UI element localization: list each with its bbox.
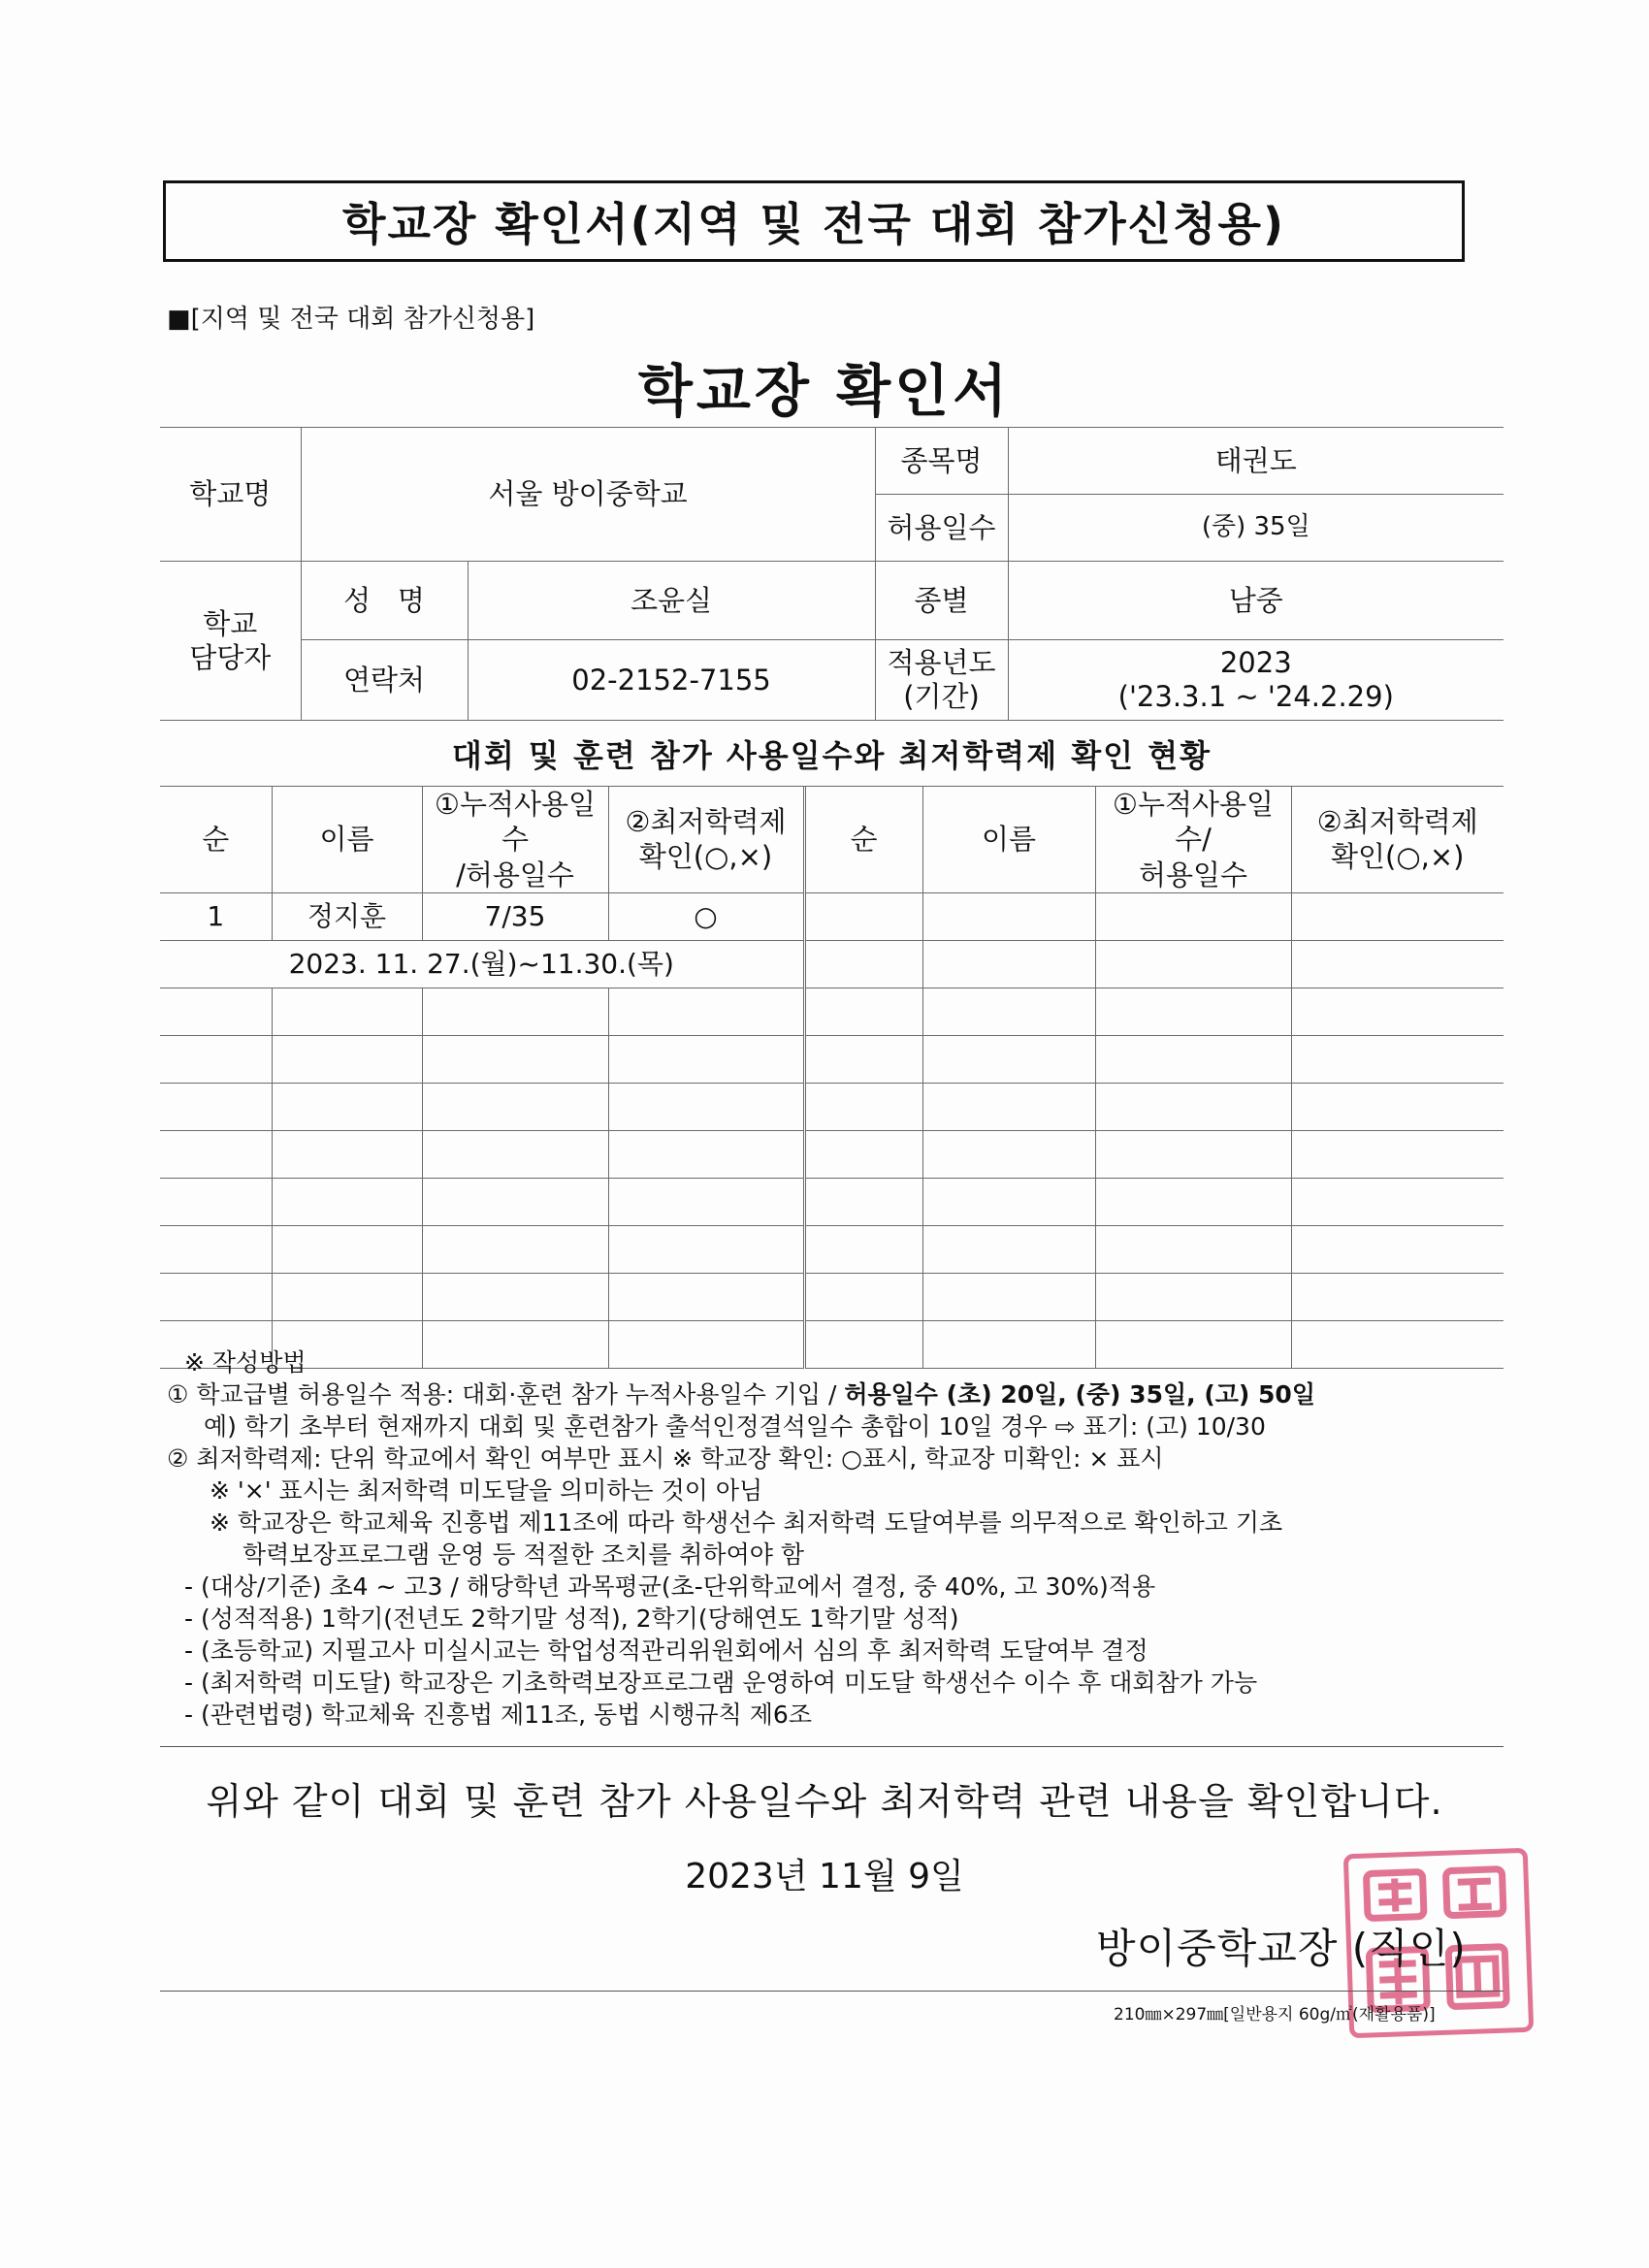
note-2c: 학력보장프로그램 운영 등 적절한 조치를 취하여야 함 xyxy=(242,1540,804,1569)
detail-5: - (관련법령) 학교체육 진흥법 제11조, 동법 시행규칙 제6조 xyxy=(184,1701,812,1729)
header-check: ②최저학력제 확인(○,×) xyxy=(608,787,804,893)
table-row xyxy=(160,1035,1504,1083)
detail-2: - (성적적용) 1학기(전년도 2학기말 성적), 2학기(당해연도 1학기말 성적) xyxy=(184,1604,959,1633)
table-row xyxy=(160,988,1504,1035)
detail-3: - (초등학교) 지필고사 미실시교는 학업성적관리위원회에서 심의 후 최저학력 도달여부 결정 xyxy=(184,1636,1148,1665)
note-2a: ※ '×' 표시는 최저학력 미도달을 의미하는 것이 아님 xyxy=(210,1476,763,1505)
header-days: ①누적사용일수 /허용일수 xyxy=(422,787,608,893)
row1-check: ○ xyxy=(608,892,804,940)
detail-1: - (대상/기준) 초4 ~ 고3 / 해당학년 과목평균(초-단위학교에서 결정, 중 40%, 고 30%)적용 xyxy=(184,1572,1156,1601)
note-2: ② 최저학력제: 단위 학교에서 확인 여부만 표시 ※ 학교장 확인: ○표시, 학교장 미확인: × 표시 xyxy=(167,1444,1164,1473)
header-name: 이름 xyxy=(272,787,422,893)
section-title: 대회 및 훈련 참가 사용일수와 최저학력제 확인 현황 xyxy=(160,722,1504,787)
table-row xyxy=(160,1130,1504,1178)
form-type-tag: ■[지역 및 전국 대회 참가신청용] xyxy=(167,305,535,334)
contact-value: 02-2152-7155 xyxy=(468,640,875,721)
allowed-days-label: 허용일수 xyxy=(875,495,1008,562)
instructions xyxy=(167,1346,1505,1731)
confirmation-statement: 위와 같이 대회 및 훈련 참가 사용일수와 최저학력 관련 내용을 확인합니다. xyxy=(206,1780,1443,1823)
instructions-heading: ※ 작성방법 xyxy=(184,1348,307,1377)
detail-4: - (최저학력 미도달) 학교장은 기초학력보장프로그램 운영하여 미도달 학생선수 이수 후 대회참가 가능 xyxy=(184,1669,1258,1697)
header-name-2: 이름 xyxy=(922,787,1095,893)
header-no: 순 xyxy=(160,787,272,893)
table-row xyxy=(160,1083,1504,1130)
table-row xyxy=(160,1225,1504,1273)
signer: 방이중학교장 (직인) xyxy=(1096,1925,1467,1972)
table-row xyxy=(160,940,1504,988)
contact-label: 연락처 xyxy=(301,640,468,721)
row1-no: 1 xyxy=(160,892,272,940)
school-info-table xyxy=(160,427,1504,721)
row1-name: 정지훈 xyxy=(272,892,422,940)
table-row xyxy=(160,1273,1504,1320)
document-heading: 학교장 확인서(지역 및 전국 대회 참가신청용) xyxy=(342,198,1285,250)
staff-label: 학교 담당자 xyxy=(160,562,301,721)
year-label: 적용년도 (기간) xyxy=(875,640,1008,721)
name-value: 조윤실 xyxy=(468,562,875,640)
row1-days: 7/35 xyxy=(422,892,608,940)
period-note: 2023. 11. 27.(월)~11.30.(목) xyxy=(160,940,804,988)
school-label: 학교명 xyxy=(160,428,301,562)
note-1-example: 예) 학기 초부터 현재까지 대회 및 훈련참가 출석인정결석일수 총합이 10일 경우 ⇨ 표기: (고) 10/30 xyxy=(204,1412,1266,1441)
note-1: ① 학교급별 허용일수 적용: 대회·훈련 참가 누적사용일수 기입 / 허용일수 (초) 20일, (중) 35일, (고) 50일 xyxy=(167,1380,1315,1409)
division-label: 종별 xyxy=(875,562,1008,640)
year-period: ('23.3.1 ~ '24.2.29) xyxy=(1117,680,1394,713)
year-cell xyxy=(1008,640,1504,721)
document-heading-box xyxy=(163,180,1465,262)
division-value: 남중 xyxy=(1008,562,1504,640)
header-days-2: ①누적사용일수/ 허용일수 xyxy=(1095,787,1291,893)
sport-label: 종목명 xyxy=(875,428,1008,495)
table-row xyxy=(160,1178,1504,1225)
note-2b: ※ 학교장은 학교체육 진흥법 제11조에 따라 학생선수 최저학력 도달여부를 의무적으로 확인하고 기초 xyxy=(210,1508,1283,1537)
year-value: 2023 xyxy=(1219,646,1292,680)
allowed-days-value: (중) 35일 xyxy=(1008,495,1504,562)
issue-date: 2023년 11월 9일 xyxy=(685,1857,964,1896)
footer-divider xyxy=(160,1991,1504,1992)
paper-spec: 210㎜×297㎜[일반용지 60g/㎡(재활용품)] xyxy=(1114,2005,1436,2025)
school-value: 서울 방이중학교 xyxy=(301,428,875,562)
sport-value: 태권도 xyxy=(1008,428,1504,495)
header-check-2: ②최저학력제 확인(○,×) xyxy=(1291,787,1504,893)
page-title: 학교장 확인서 xyxy=(637,358,1012,424)
divider xyxy=(160,1746,1504,1747)
header-no-2: 순 xyxy=(804,787,922,893)
table-row xyxy=(160,892,1504,940)
participation-table xyxy=(160,786,1504,1369)
name-label: 성 명 xyxy=(301,562,468,640)
